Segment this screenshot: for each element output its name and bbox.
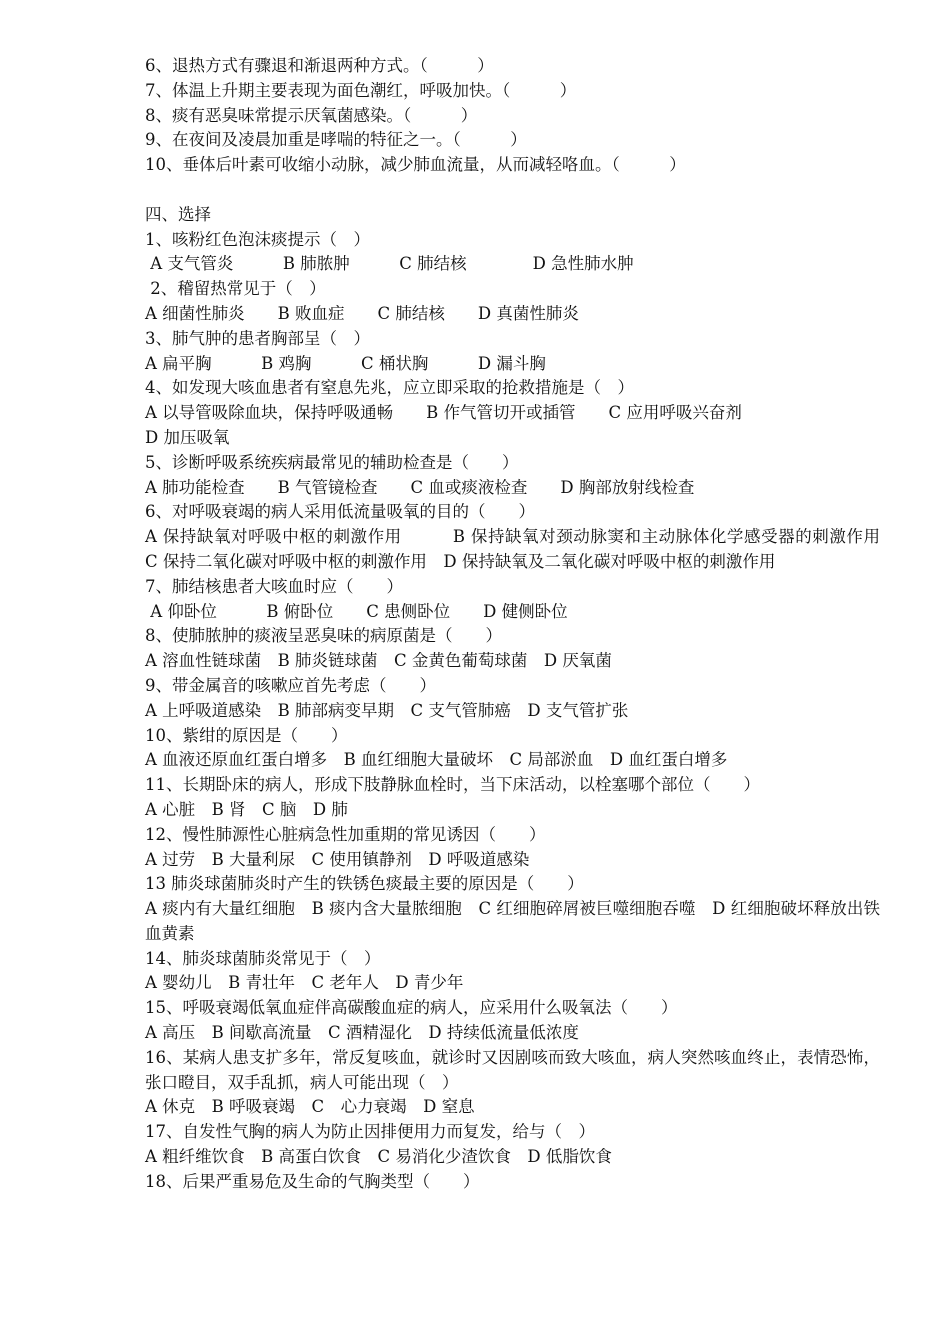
question-6: 6、对呼吸衰竭的病人采用低流量吸氧的目的（ ） <box>145 502 535 522</box>
judgement-item-9: 9、在夜间及凌晨加重是哮喘的特征之一。（ ） <box>145 130 527 150</box>
section-title: 四、选择 <box>145 204 211 224</box>
question-15: 15、呼吸衰竭低氧血症伴高碳酸血症的病人，应采用什么吸氧法（ ） <box>145 998 678 1018</box>
options-3: A 扁平胸 B 鸡胸 C 桶状胸 D 漏斗胸 <box>145 353 546 373</box>
options-12: A 过劳 B 大量利尿 C 使用镇静剂 D 呼吸道感染 <box>145 849 530 869</box>
options-15: A 高压 B 间歇高流量 C 酒精湿化 D 持续低流量低浓度 <box>145 1023 579 1043</box>
options-17: A 粗纤维饮食 B 高蛋白饮食 C 易消化少渣饮食 D 低脂饮食 <box>145 1147 612 1167</box>
options-14: A 婴幼儿 B 青壮年 C 老年人 D 青少年 <box>145 973 464 993</box>
judgement-item-6: 6、退热方式有骤退和渐退两种方式。（ ） <box>145 56 494 75</box>
spacer <box>145 178 880 203</box>
options-13: A 痰内有大量红细胞 B 痰内含大量脓细胞 C 红细胞碎屑被巨噬细胞吞噬 D 红细胞破坏释放出铁血黄素 <box>145 899 880 943</box>
question-3: 3、肺气肿的患者胸部呈（ ） <box>145 328 370 348</box>
judgement-item-8: 8、痰有恶臭味常提示厌氧菌感染。（ ） <box>145 105 478 125</box>
options-4: A 以导管吸除血块，保持呼吸通畅 B 作气管切开或插管 C 应用呼吸兴奋剂 <box>145 403 742 423</box>
question-18: 18、后果严重易危及生命的气胸类型（ ） <box>145 1171 480 1191</box>
question-5: 5、诊断呼吸系统疾病最常见的辅助检查是（ ） <box>145 452 519 472</box>
options-6: A 保持缺氧对呼吸中枢的刺激作用 B 保持缺氧对颈动脉窦和主动脉体化学感受器的刺激作用 C 保持二氧化碳对呼吸中枢的刺激作用 D 保持缺氧及二氧化碳对呼吸中枢的刺激作用 <box>145 527 913 571</box>
question-13: 13 肺炎球菌肺炎时产生的铁锈色痰最主要的原因是（ ） <box>145 874 584 894</box>
options-1: A 支气管炎 B 肺脓肿 C 肺结核 D 急性肺水肿 <box>145 254 634 274</box>
document-body <box>145 54 913 1195</box>
options-16: A 休克 B 呼吸衰竭 C 心力衰竭 D 窒息 <box>145 1097 475 1117</box>
question-2: 2、稽留热常见于（ ） <box>145 279 326 299</box>
question-14: 14、肺炎球菌肺炎常见于（ ） <box>145 948 381 968</box>
options-5: A 肺功能检查 B 气管镜检查 C 血或痰液检查 D 胸部放射线检查 <box>145 477 695 497</box>
options-2: A 细菌性肺炎 B 败血症 C 肺结核 D 真菌性肺炎 <box>145 303 579 323</box>
options-11: A 心脏 B 肾 C 脑 D 肺 <box>145 799 348 819</box>
options-4-continued: D 加压吸氧 <box>145 427 230 447</box>
judgement-item-7: 7、体温上升期主要表现为面色潮红，呼吸加快。（ ） <box>145 80 577 100</box>
question-4: 4、如发现大咳血患者有窒息先兆，应立即采取的抢救措施是（ ） <box>145 378 634 398</box>
question-8: 8、使肺脓肿的痰液呈恶臭味的病原菌是（ ） <box>145 626 502 646</box>
question-7: 7、肺结核患者大咳血时应（ ） <box>145 576 403 596</box>
options-8: A 溶血性链球菌 B 肺炎链球菌 C 金黄色葡萄球菌 D 厌氧菌 <box>145 651 612 671</box>
judgement-item-10: 10、垂体后叶素可收缩小动脉，减少肺血流量，从而减轻咯血。（ ） <box>145 155 686 175</box>
options-7: A 仰卧位 B 俯卧位 C 患侧卧位 D 健侧卧位 <box>145 601 568 621</box>
options-10: A 血液还原血红蛋白增多 B 血红细胞大量破坏 C 局部淤血 D 血红蛋白增多 <box>145 750 728 770</box>
question-17: 17、自发性气胸的病人为防止因排便用力而复发，给与（ ） <box>145 1122 595 1142</box>
question-16: 16、某病人患支扩多年，常反复咳血，就诊时又因剧咳而致大咳血，病人突然咳血终止，表情恐怖，张口瞪目，双手乱抓，病人可能出现（ ） <box>145 1047 880 1092</box>
question-12: 12、慢性肺源性心脏病急性加重期的常见诱因（ ） <box>145 824 546 844</box>
question-1: 1、咳粉红色泡沫痰提示（ ） <box>145 229 370 249</box>
question-11: 11、长期卧床的病人，形成下肢静脉血栓时，当下床活动，以栓塞哪个部位（ ） <box>145 775 760 795</box>
question-10: 10、紫绀的原因是（ ） <box>145 725 348 745</box>
options-9: A 上呼吸道感染 B 肺部病变早期 C 支气管肺癌 D 支气管扩张 <box>145 700 629 720</box>
question-9: 9、带金属音的咳嗽应首先考虑（ ） <box>145 675 436 695</box>
